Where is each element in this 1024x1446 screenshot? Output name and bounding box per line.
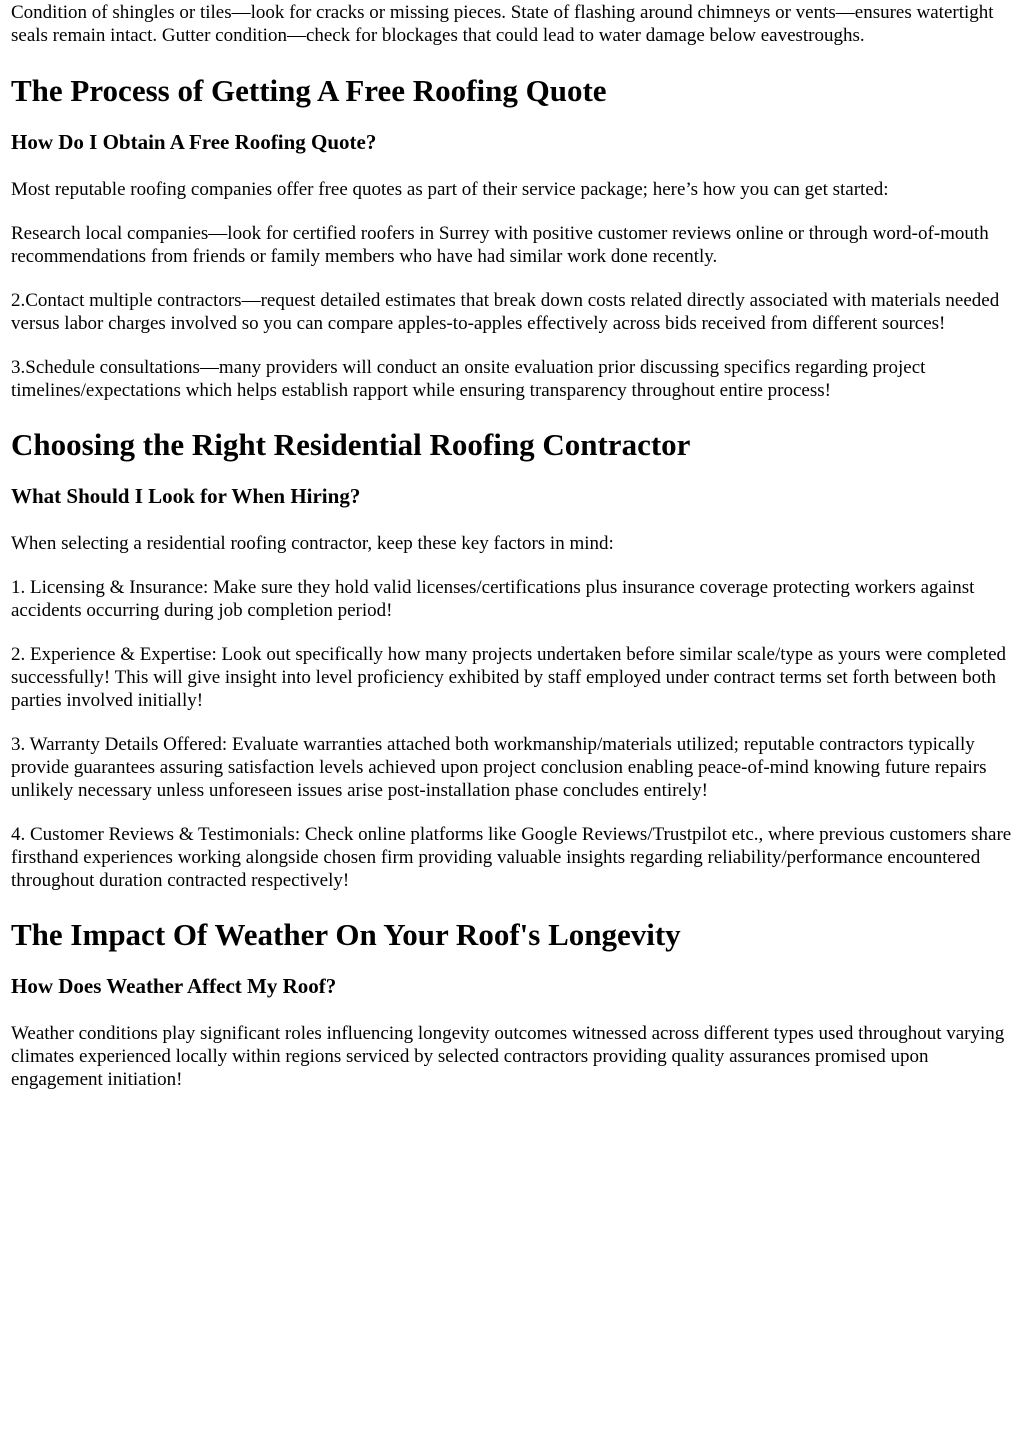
contractor-factor-paragraph: 1. Licensing & Insurance: Make sure they hold valid licenses/certifications plus insurance coverage protecting workers against accidents occurring during job completion period!	[11, 577, 975, 621]
contractor-section-subheading: What Should I Look for When Hiring?	[11, 484, 361, 508]
quote-section-heading: The Process of Getting A Free Roofing Quote	[11, 73, 607, 108]
quote-section-subheading: How Do I Obtain A Free Roofing Quote?	[11, 130, 377, 154]
quote-step-paragraph: Research local companies—look for certified roofers in Surrey with positive customer reviews online or through word-of-mouth recommendations from friends or family members who have had similar work done recently.	[11, 223, 989, 267]
contractor-factor-paragraph: 4. Customer Reviews & Testimonials: Check online platforms like Google Reviews/Trustpilot etc., where previous customers share firsthand experiences working alongside chosen firm providing valuable insights regarding reliability/performance encountered throughout duration contracted respectively!	[11, 824, 1012, 891]
quote-step-paragraph: 2.Contact multiple contractors—request detailed estimates that break down costs related directly associated with materials needed versus labor charges involved so you can compare apples-to-apples effectively across bids received from different sources!	[11, 290, 1000, 334]
article-page	[0, 1, 1024, 1446]
contractor-factor-paragraph: 2. Experience & Expertise: Look out specifically how many projects undertaken before similar scale/type as yours were completed successfully! This will give insight into level proficiency exhibited by staff employed under contract terms set forth between both parties involved initially!	[11, 644, 1007, 711]
weather-section-paragraph: Weather conditions play significant roles influencing longevity outcomes witnessed across different types used throughout varying climates experienced locally within regions serviced by selected contractors providing quality assurances promised upon engagement initiation!	[11, 1023, 1005, 1090]
intro-paragraph: Condition of shingles or tiles—look for cracks or missing pieces. State of flashing around chimneys or vents—ensures watertight seals remain intact. Gutter condition—check for blockages that could lead to water damage below eavestroughs.	[11, 2, 994, 46]
quote-section-intro: Most reputable roofing companies offer free quotes as part of their service package; here’s how you can get started:	[11, 179, 889, 200]
weather-section-heading: The Impact Of Weather On Your Roof's Longevity	[11, 917, 681, 952]
contractor-section-heading: Choosing the Right Residential Roofing Contractor	[11, 427, 691, 462]
quote-step-paragraph: 3.Schedule consultations—many providers will conduct an onsite evaluation prior discussing specifics regarding project timelines/expectations which helps establish rapport while ensuring transparency throughout entire process!	[11, 357, 926, 401]
weather-section-subheading: How Does Weather Affect My Roof?	[11, 974, 337, 998]
contractor-factor-paragraph: 3. Warranty Details Offered: Evaluate warranties attached both workmanship/materials utilized; reputable contractors typically provide guarantees assuring satisfaction levels achieved upon project conclusion enabling peace-of-mind knowing future repairs unlikely necessary unless unforeseen issues arise post-installation phase concludes entirely!	[11, 734, 987, 801]
contractor-section-intro: When selecting a residential roofing contractor, keep these key factors in mind:	[11, 533, 614, 554]
